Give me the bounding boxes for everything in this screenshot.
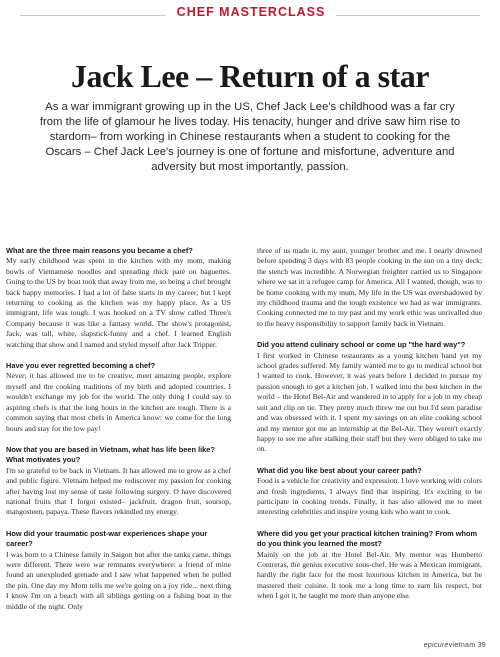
answer-continued: three of us made it, my aunt, younger brother and me. I nearly drowned before spending 3 days with 83 people cooking in the sun on a tiny deck; the stench was incredible. A Norwegian freighter carried us to Singapore where we sat in a refugee camp for America. All I wanted, though, was to be home cooking with my mum. My life in the US was overshadowed by my childhood trauma and the tough existence we had as war immigrants. Cooking connected me to my past and my work ethic was unrivalled due to the heavy responsibility to support family back in Vietnam. bbox=[257, 246, 482, 328]
left-column bbox=[6, 246, 231, 623]
header-rule-left bbox=[20, 15, 166, 16]
qa-block bbox=[6, 445, 231, 518]
qa-block bbox=[257, 246, 482, 329]
magazine-name: epicure bbox=[423, 642, 449, 649]
answer: Never; it has allowed me to be creative, meet amazing people, explore myself and the cooking traditions of my birth and adopted countries. I wouldn't exchange my job for the world. The only thing I could say to aspiring chefs is that the long hours in the kitchen are tough. There is a common saying that most chefs in America know: we come for the long hours and stay for the low pay! bbox=[6, 371, 231, 433]
answer: I first worked in Chinese restaurants as a young kitchen hand yet my school grades suffered. My family wanted me to go to medical school but I wanted to cook. However, it was years before I decided to pursue my passion enough to get a kitchen job. I walked into the best kitchen in the world – the Hotel Bel-Air and wandered in to apply for a job in my cheap suit and clip on tie. They pretty much threw me out but I'd seen paradise and was obsessed with it. I spent my savings on an elite cooking school and my mentor got me an internship at the Bel-Air. They weren't exactly happy to see me after stalking their staff but they were obliged to take me on. bbox=[257, 350, 482, 454]
answer: I was born to a Chinese family in Saigon but after the tanks came, things were different. There were war remnants everywhere: a friend of mine found an unexploded grenade and I saw what happened when he pulled the pin. One day my Mom tells me we're going on a joy ride... next thing I know I'm on a beach with all siblings getting on a fishing boat in the middle of the night. Only bbox=[6, 549, 231, 611]
page-footer bbox=[424, 642, 486, 649]
magazine-edition: vietnam bbox=[448, 642, 476, 649]
answer: I'm so grateful to be back in Vietnam. It has allowed me to grow as a chef and public figure. Vietnam helped me rediscover my passion for cooking after having lost my sense of taste following surgery. O have discovered national fruits that I forgot existed– jackfruit, dragon fruit, soursop, mangosteen, papaya. These flavors rekindled my energy. bbox=[6, 465, 231, 517]
question: What did you like best about your career path? bbox=[257, 465, 422, 475]
question: What are the three main reasons you became a chef? bbox=[6, 246, 193, 255]
question: Now that you are based in Vietnam, what has life been like? What motivates you? bbox=[6, 444, 215, 465]
article-intro: As a war immigrant growing up in the US, Chef Jack Lee's childhood was a far cry from the life of glamour he lives today. His tenacity, hunger and drive saw him rise to stardom– from working in Chinese restaurants when a student to cooking for the Oscars – Chef Jack Lee's journey is one of fortune and misfortune, adventure and adversity but most importantly, passion. bbox=[39, 101, 461, 173]
qa-block bbox=[257, 340, 482, 454]
page-number: 39 bbox=[477, 642, 486, 649]
right-column bbox=[257, 246, 482, 613]
qa-block bbox=[257, 466, 482, 518]
answer: My early childhood was spent in the kitchen with my mom, making bowls of Vietnamese noodles and spreading thick paté on baguettes. Going to the US by boat took that away from me, so being a chef brought back happy memories. I had a lot of false starts in my career, but I kept returning to cooking as the kitchen was my happy place. As a US immigrant, life was tough. I was hooked on a TV show called Three's Company because it was like a fantasy world. The show's protagonist, Jack, was tall, white, slapstick-funny and a chef. I learned English watching that show and I named and styled myself after Jack Tripper. bbox=[6, 256, 231, 349]
section-label: CHEF MASTERCLASS bbox=[176, 5, 326, 19]
qa-block bbox=[257, 529, 482, 602]
qa-block bbox=[6, 246, 231, 350]
question: Where did you get your practical kitchen training? From whom do you think you learned the most? bbox=[257, 528, 478, 549]
answer: Food is a vehicle for creativity and expression. I love working with colors and fresh ingredients, I always find that inspiring. It's exciting to be participate in cooking trends. Finally, it has also allowed me to meet interesting celebrities and inspire young kids who want to cook. bbox=[257, 476, 482, 517]
question: Have you ever regretted becoming a chef? bbox=[6, 361, 156, 371]
header-rule-right bbox=[336, 15, 480, 16]
qa-block bbox=[6, 529, 231, 612]
question: Did you attend culinary school or come up "the hard way"? bbox=[257, 340, 466, 350]
article-title: Jack Lee – Return of a star bbox=[71, 58, 429, 94]
question: How did your traumatic post-war experiences shape your career? bbox=[6, 528, 208, 549]
answer: Mainly on the job at the Hotel Bel-Air. My mentor was Humberto Contreras, the genius executive sous-chef. He was a Mexican immigrant, hardly the right face for the most luxurious kitchen in America, but he mastered their cuisine. It took me a long time to earn his respect, but when I got it, he taught me more than anyone else. bbox=[257, 549, 482, 601]
qa-block bbox=[6, 361, 231, 434]
